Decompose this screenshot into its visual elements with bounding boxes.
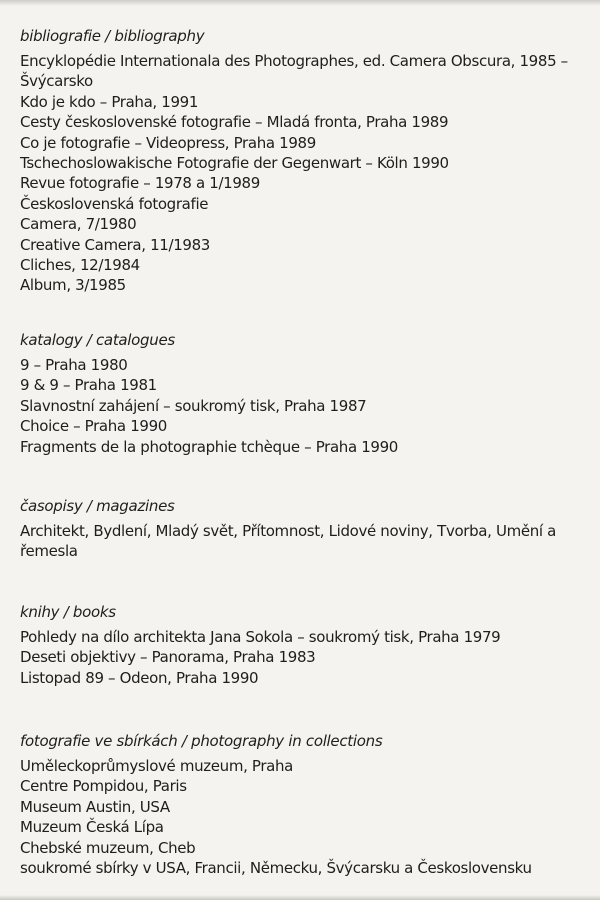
entry-list [20,355,600,457]
list-item: soukromé sbírky v USA, Francii, Německu, Švýcarsku a Československu [20,859,532,878]
list-item: Architekt, Bydlení, Mladý svět, Přítomnost, Lidové noviny, Tvorba, Umění a řemesla [20,522,556,561]
list-item: Creative Camera, 11/1983 [20,235,210,254]
list-item: Revue fotografie – 1978 a 1/1989 [20,174,260,193]
list-item: Cliches, 12/1984 [20,256,140,275]
list-item: 9 – Praha 1980 [20,356,128,374]
list-item: 9 & 9 – Praha 1981 [20,376,157,395]
list-item: Encyklopédie Internationala des Photographes, ed. Camera Obscura, 1985 – Švýcarsko [20,52,568,91]
entry-list [20,627,600,688]
list-item: Kdo je kdo – Praha, 1991 [20,92,199,111]
list-item: Centre Pompidou, Paris [20,777,187,796]
entry-list [20,521,600,562]
list-item: Choice – Praha 1990 [20,417,167,436]
list-item: Fragments de la photographie tchèque – Praha 1990 [20,437,398,456]
section-magazines [20,496,600,562]
page-top-edge [0,0,600,6]
section-bibliography [20,26,600,296]
list-item: Uměleckoprůmyslové muzeum, Praha [20,757,294,775]
list-item: Slavnostní zahájení – soukromý tisk, Praha 1987 [20,396,367,415]
list-item: Listopad 89 – Odeon, Praha 1990 [20,668,259,687]
section-heading: knihy / books [20,603,116,621]
list-item: Album, 3/1985 [20,276,126,295]
section-heading: fotografie ve sbírkách / photography in collections [20,732,383,750]
list-item: Deseti objektivy – Panorama, Praha 1983 [20,648,316,667]
entry-list [20,51,600,296]
list-item: Pohledy na dílo architekta Jana Sokola – soukromý tisk, Praha 1979 [20,628,501,646]
section-collections [20,731,600,878]
entry-list [20,756,600,878]
list-item: Muzeum Česká Lípa [20,818,164,837]
list-item: Co je fotografie – Videopress, Praha 1989 [20,133,316,152]
section-heading: bibliografie / bibliography [20,27,205,45]
section-heading: katalogy / catalogues [20,331,175,349]
list-item: Cesty československé fotografie – Mladá fronta, Praha 1989 [20,113,449,132]
list-item: Museum Austin, USA [20,797,170,816]
list-item: Československá fotografie [20,194,209,213]
list-item: Camera, 7/1980 [20,215,137,234]
section-catalogues [20,330,600,457]
section-books [20,602,600,688]
section-heading: časopisy / magazines [20,497,175,515]
list-item: Tschechoslowakische Fotografie der Gegenwart – Köln 1990 [20,154,449,173]
list-item: Chebské muzeum, Cheb [20,838,196,857]
page-bottom-edge [0,895,600,900]
